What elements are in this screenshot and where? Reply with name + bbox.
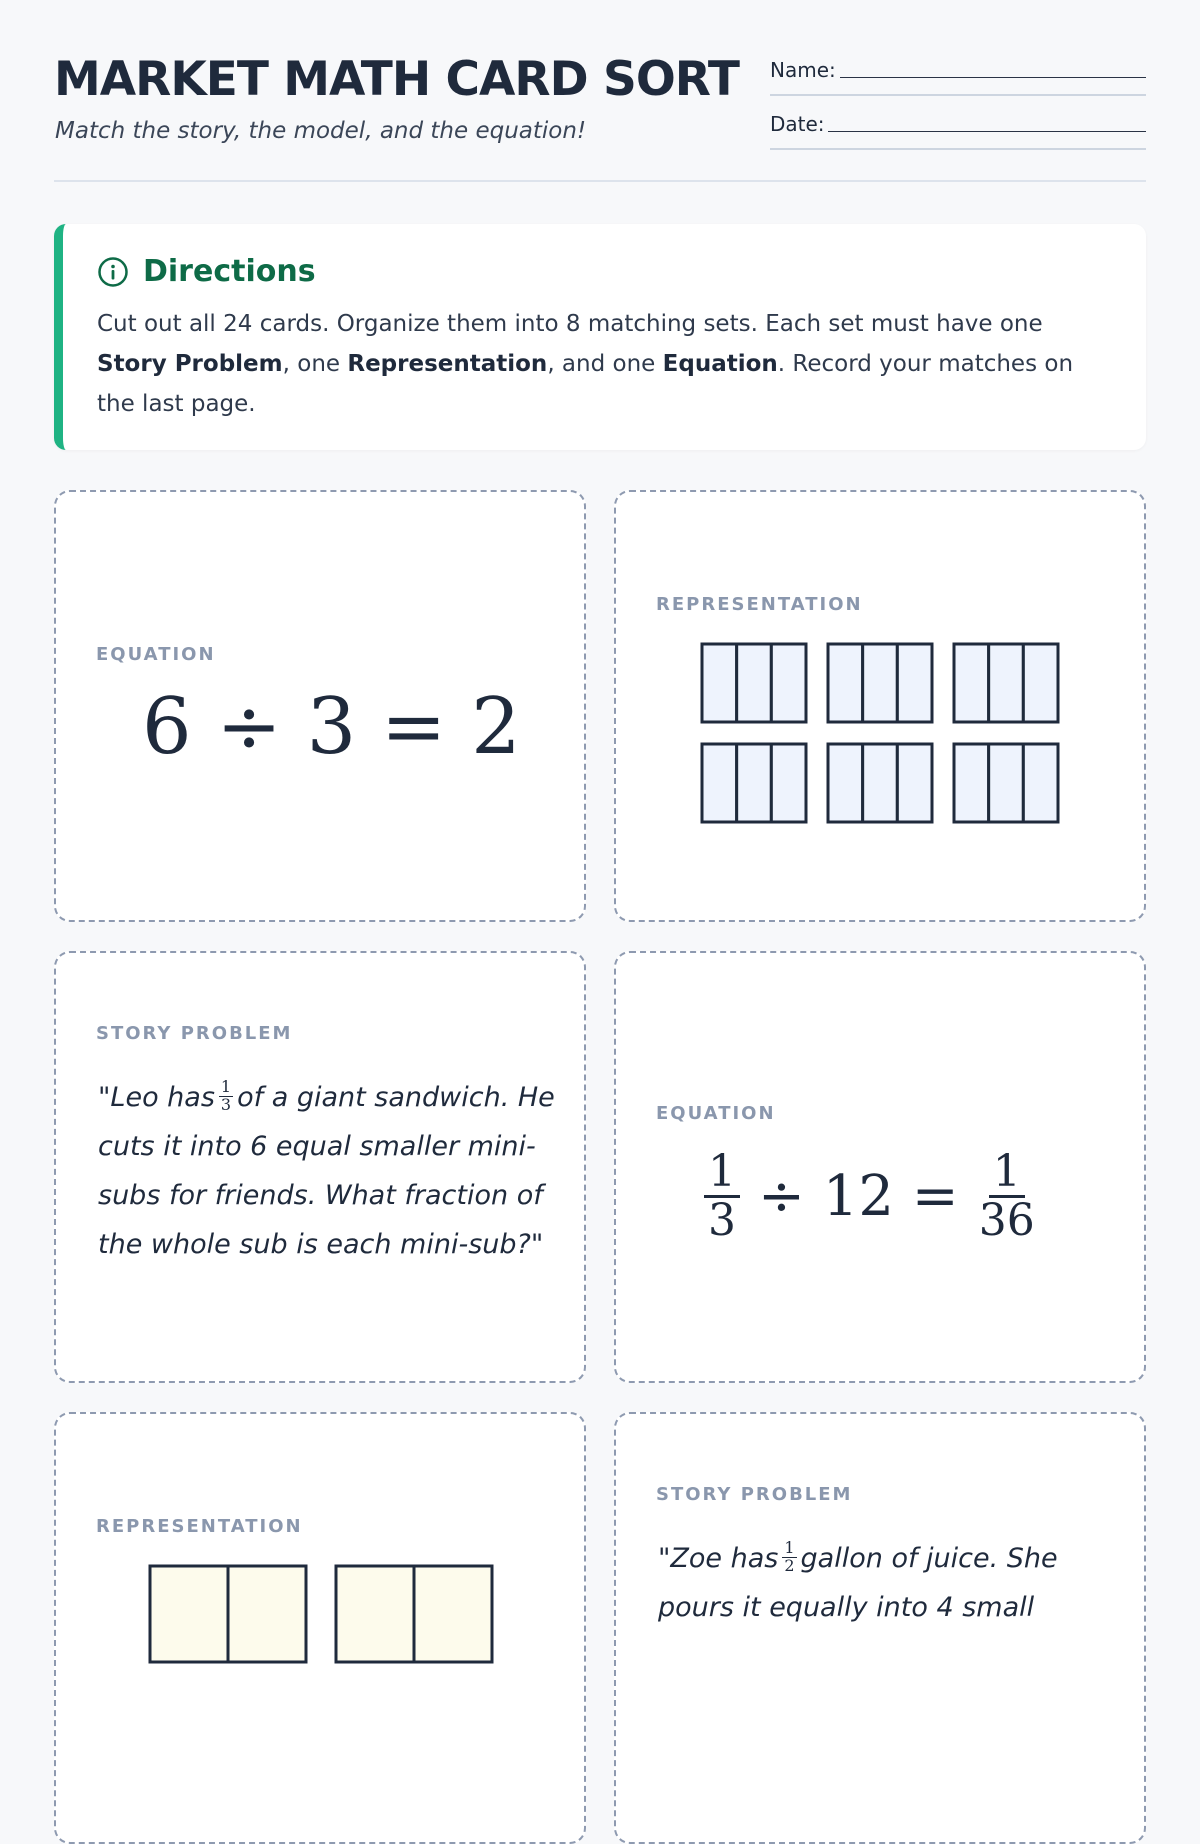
card-type-label: REPRESENTATION: [96, 1516, 303, 1537]
story-fraction: [782, 1540, 796, 1575]
bar-part: [1023, 644, 1058, 722]
card-type-label: STORY PROBLEM: [96, 1023, 293, 1044]
name-field[interactable]: [770, 50, 1146, 96]
bar-part: [863, 744, 898, 822]
directions-text-2: , one: [282, 351, 348, 377]
name-label: Name:: [770, 58, 836, 82]
date-field[interactable]: [770, 104, 1146, 150]
bar-part: [150, 1566, 228, 1662]
equation-text: [704, 1146, 1037, 1247]
directions-bold-representation: Representation: [347, 351, 548, 377]
card-story-leo[interactable]: [54, 951, 586, 1383]
directions-title: Directions: [143, 254, 316, 289]
info-icon: [97, 256, 129, 288]
equation-text: 6 ÷ 3 = 2: [142, 682, 521, 772]
bar-part: [954, 644, 989, 722]
story-text: [658, 1534, 1118, 1632]
fraction-bar-model: [700, 642, 1060, 826]
bar-part: [828, 644, 863, 722]
directions-text-1: Cut out all 24 cards. Organize them into 8 matching sets. Each set must have one: [97, 311, 1043, 337]
directions-bold-equation: Equation: [662, 351, 778, 377]
bar-part: [989, 744, 1024, 822]
bar-part: [771, 644, 806, 722]
fraction-denominator: 36: [978, 1195, 1035, 1247]
bar-group: [702, 744, 806, 822]
date-label: Date:: [770, 112, 825, 136]
bar-group: [828, 644, 932, 722]
fraction-numerator: 1: [704, 1149, 740, 1198]
fraction-denominator: 3: [708, 1195, 736, 1247]
bar-group: [828, 744, 932, 822]
bar-part: [414, 1566, 492, 1662]
fraction-numerator: 1: [220, 1077, 232, 1097]
bar-part: [336, 1566, 414, 1662]
bar-group: [336, 1566, 492, 1662]
equation-middle: ÷ 12 =: [758, 1164, 959, 1230]
fraction-denominator: 2: [784, 1556, 795, 1575]
bar-part: [702, 744, 737, 822]
bar-part: [737, 644, 772, 722]
directions-bold-story: Story Problem: [97, 351, 283, 377]
story-text-before: "Leo has: [98, 1082, 215, 1113]
card-representation-halves[interactable]: [54, 1412, 586, 1844]
card-equation-6-div-3[interactable]: [54, 490, 586, 922]
story-text-after: gallon of juice. She pours it equally into 4 small: [658, 1543, 1058, 1623]
card-story-zoe[interactable]: [614, 1412, 1146, 1844]
bar-group: [702, 644, 806, 722]
bar-part: [897, 744, 932, 822]
bar-part: [771, 744, 806, 822]
bar-part: [1023, 744, 1058, 822]
card-equation-third-div-12[interactable]: [614, 951, 1146, 1383]
fraction-numerator: 1: [989, 1149, 1025, 1198]
bar-part: [702, 644, 737, 722]
bar-group: [150, 1566, 306, 1662]
story-text: [98, 1073, 558, 1269]
bar-part: [228, 1566, 306, 1662]
equation-lhs-fraction: [704, 1146, 740, 1247]
worksheet-subtitle: Match the story, the model, and the equation!: [55, 118, 587, 144]
fraction-numerator: 1: [784, 1538, 795, 1558]
bar-part: [989, 644, 1024, 722]
card-type-label: REPRESENTATION: [656, 594, 863, 615]
worksheet-title: MARKET MATH CARD SORT: [54, 52, 739, 107]
story-text-after: of a giant sandwich. He cuts it into 6 equal smaller mini-subs for friends. What fraction of the whole sub is each mini-sub?": [98, 1082, 555, 1260]
directions-text-4: . Record your matches on the last page.: [97, 351, 1074, 417]
bar-part: [828, 744, 863, 822]
date-line: [828, 131, 1146, 132]
fraction-bar-model: [148, 1564, 498, 1664]
bar-part: [954, 744, 989, 822]
card-type-label: STORY PROBLEM: [656, 1484, 853, 1505]
directions-text: [97, 304, 1117, 424]
card-type-label: EQUATION: [656, 1103, 776, 1124]
story-fraction: [219, 1079, 233, 1114]
name-line: [840, 77, 1146, 78]
equation-rhs-fraction: [977, 1146, 1037, 1247]
header-divider: [54, 180, 1146, 182]
directions-box: [54, 224, 1146, 450]
directions-text-3: , and one: [547, 351, 663, 377]
bar-group: [954, 744, 1058, 822]
card-representation-thirds[interactable]: [614, 490, 1146, 922]
fraction-denominator: 3: [220, 1095, 232, 1114]
story-text-before: "Zoe has: [658, 1543, 779, 1574]
card-type-label: EQUATION: [96, 644, 216, 665]
bar-part: [897, 644, 932, 722]
bar-group: [954, 644, 1058, 722]
bar-part: [737, 744, 772, 822]
bar-part: [863, 644, 898, 722]
